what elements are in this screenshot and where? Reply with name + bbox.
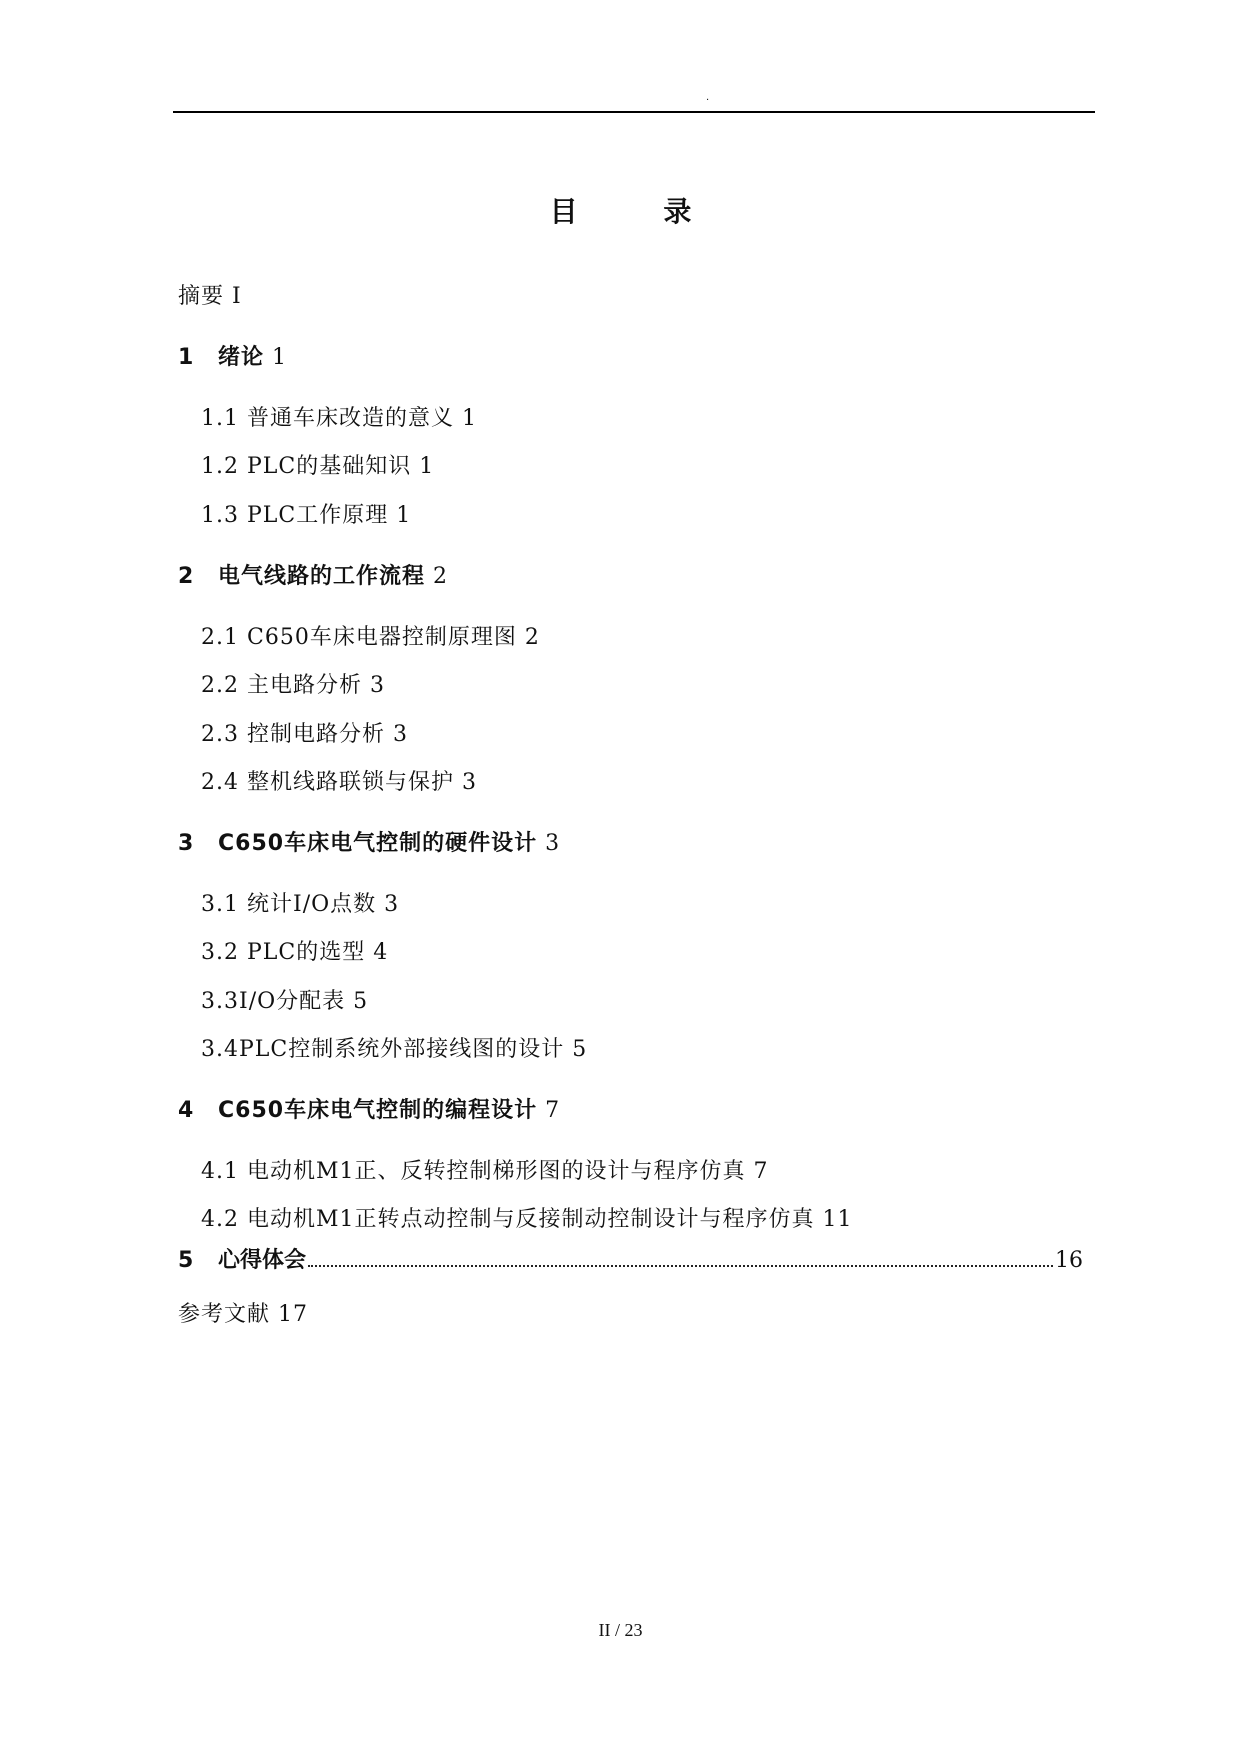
header-mark: . bbox=[706, 92, 710, 103]
toc-entry-page: 1 bbox=[272, 345, 288, 370]
toc-entry-2-4[interactable] bbox=[201, 770, 477, 796]
toc-entry-label: PLC的选型 bbox=[247, 940, 366, 965]
toc-entry-number: 1.2 bbox=[201, 454, 239, 479]
toc-chapter-number: 5 bbox=[178, 1248, 194, 1273]
toc-entry-page: 17 bbox=[278, 1302, 309, 1327]
dot-leader bbox=[308, 1265, 1053, 1267]
toc-entry-page: 16 bbox=[1055, 1248, 1083, 1273]
toc-chapter-5[interactable] bbox=[178, 1248, 1083, 1274]
toc-entry-1-3[interactable] bbox=[201, 503, 411, 529]
toc-entry-label: PLC的基础知识 bbox=[247, 454, 412, 479]
toc-entry-label: 普通车床改造的意义 bbox=[247, 406, 455, 431]
toc-entry-number: 2.4 bbox=[201, 770, 239, 795]
toc-entry-page: 4 bbox=[373, 940, 389, 965]
toc-entry-page: 1 bbox=[462, 406, 478, 431]
toc-entry-2-2[interactable] bbox=[201, 673, 385, 699]
toc-entry-number: 3.1 bbox=[201, 892, 239, 917]
header-rule bbox=[173, 111, 1095, 113]
toc-entry-number: 2.3 bbox=[201, 722, 239, 747]
toc-entry-label: 控制电路分析 bbox=[247, 722, 386, 747]
toc-entry-1-2[interactable] bbox=[201, 454, 434, 480]
toc-entry-page: 7 bbox=[545, 1098, 561, 1123]
toc-chapter-label: 心得体会 bbox=[218, 1248, 307, 1273]
toc-entry-number: 3.4 bbox=[201, 1037, 239, 1062]
toc-chapter-2[interactable] bbox=[178, 564, 448, 590]
toc-chapter-3[interactable] bbox=[178, 831, 560, 857]
toc-entry-number: 3.3 bbox=[201, 989, 239, 1014]
toc-entry-page: 11 bbox=[822, 1207, 853, 1232]
toc-entry-2-1[interactable] bbox=[201, 625, 540, 651]
toc-entry-page: 5 bbox=[353, 989, 369, 1014]
toc-entry-page: I bbox=[232, 284, 242, 309]
toc-entry-abstract[interactable] bbox=[178, 284, 242, 310]
toc-entry-number: 1.3 bbox=[201, 503, 239, 528]
toc-entry-label: 整机线路联锁与保护 bbox=[247, 770, 455, 795]
toc-entry-page: 3 bbox=[462, 770, 478, 795]
toc-chapter-4[interactable] bbox=[178, 1098, 560, 1124]
toc-entry-label: 统计I/O点数 bbox=[247, 892, 377, 917]
toc-entry-page: 2 bbox=[433, 564, 449, 589]
toc-entry-page: 3 bbox=[384, 892, 400, 917]
toc-entry-references[interactable] bbox=[178, 1302, 308, 1328]
toc-entry-3-3[interactable] bbox=[201, 989, 368, 1015]
toc-chapter-label: 电气线路的工作流程 bbox=[218, 564, 426, 589]
toc-entry-page: 5 bbox=[572, 1037, 588, 1062]
toc-entry-3-4[interactable] bbox=[201, 1037, 587, 1063]
toc-entry-4-2[interactable] bbox=[201, 1207, 853, 1233]
toc-chapter-1[interactable] bbox=[178, 345, 287, 371]
toc-chapter-number: 4 bbox=[178, 1098, 195, 1123]
toc-entry-number: 4.2 bbox=[201, 1207, 239, 1232]
toc-entry-label: PLC控制系统外部接线图的设计 bbox=[239, 1037, 565, 1062]
toc-entry-page: 2 bbox=[524, 625, 540, 650]
toc-entry-page: 7 bbox=[753, 1159, 769, 1184]
toc-chapter-label: 绪论 bbox=[218, 345, 265, 370]
toc-entry-1-1[interactable] bbox=[201, 406, 477, 432]
toc-entry-label: 摘要 bbox=[178, 284, 225, 309]
toc-chapter-number: 2 bbox=[178, 564, 195, 589]
toc-entry-page: 1 bbox=[419, 454, 435, 479]
toc-chapter-number: 1 bbox=[178, 345, 195, 370]
toc-entry-2-3[interactable] bbox=[201, 722, 408, 748]
toc-chapter-label: C650车床电气控制的硬件设计 bbox=[218, 831, 538, 856]
toc-entry-3-1[interactable] bbox=[201, 892, 399, 918]
toc-chapter-label: C650车床电气控制的编程设计 bbox=[218, 1098, 538, 1123]
toc-entry-page: 3 bbox=[393, 722, 409, 747]
toc-entry-label: 电动机M1正转点动控制与反接制动控制设计与程序仿真 bbox=[247, 1207, 815, 1232]
toc-entry-number: 3.2 bbox=[201, 940, 239, 965]
toc-entry-number: 2.2 bbox=[201, 673, 239, 698]
toc-entry-label: I/O分配表 bbox=[239, 989, 346, 1014]
toc-entry-page: 3 bbox=[370, 673, 386, 698]
page-number: II / 23 bbox=[598, 1620, 643, 1640]
toc-entry-number: 2.1 bbox=[201, 625, 239, 650]
toc-entry-3-2[interactable] bbox=[201, 940, 388, 966]
toc-title: 目 录 bbox=[549, 195, 730, 228]
toc-entry-number: 1.1 bbox=[201, 406, 239, 431]
toc-chapter-number: 3 bbox=[178, 831, 195, 856]
toc-entry-page: 1 bbox=[396, 503, 412, 528]
toc-entry-label: 电动机M1正、反转控制梯形图的设计与程序仿真 bbox=[247, 1159, 746, 1184]
toc-entry-label: 参考文献 bbox=[178, 1302, 271, 1327]
toc-entry-label: PLC工作原理 bbox=[247, 503, 389, 528]
toc-entry-page: 3 bbox=[545, 831, 561, 856]
toc-entry-label: C650车床电器控制原理图 bbox=[247, 625, 517, 650]
toc-entry-number: 4.1 bbox=[201, 1159, 239, 1184]
toc-entry-4-1[interactable] bbox=[201, 1159, 769, 1185]
toc-entry-label: 主电路分析 bbox=[247, 673, 363, 698]
